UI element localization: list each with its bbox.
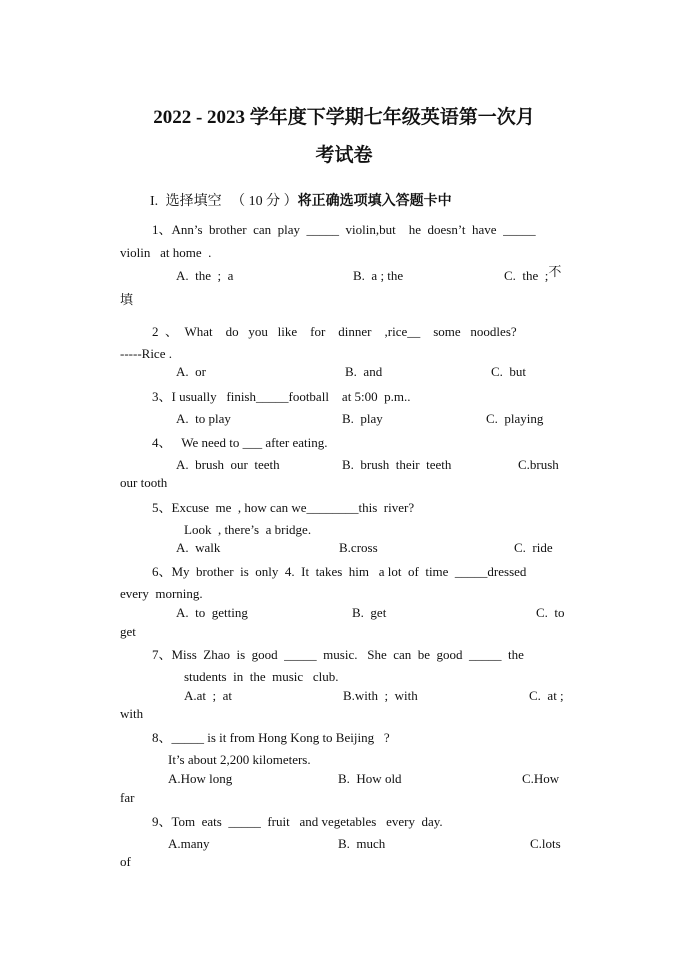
section-heading <box>150 190 452 210</box>
question-6-stem-cont: every morning. <box>120 586 203 601</box>
question-4-option-c-wrap: our tooth <box>120 475 168 490</box>
question-2-stem: 2 、 What do you like for dinner ,rice__ some noodles? <box>152 324 517 339</box>
question-1-stem: 1、Ann’s brother can play _____ violin,but he doesn’t have _____ <box>152 222 536 237</box>
question-9-option-b: B. much <box>338 836 386 851</box>
question-5-option-a: A. walk <box>176 540 221 555</box>
question-5-stem: 5、Excuse me , how can we________this river? <box>152 500 415 515</box>
question-1-option-b: B. a ; the <box>353 268 404 283</box>
question-8-stem-cont: It’s about 2,200 kilometers. <box>168 752 311 767</box>
question-8-option-a: A.How long <box>168 771 233 786</box>
question-5-stem-cont: Look , there’s a bridge. <box>184 522 312 537</box>
question-9-option-a: A.many <box>168 836 210 851</box>
question-1-option-c-tail: 不 <box>548 264 562 279</box>
exam-title-line2: 考试卷 <box>315 145 373 166</box>
question-3-option-b: B. play <box>342 411 383 426</box>
question-1-option-a: A. the ; a <box>176 268 234 283</box>
question-6-option-c: C. to <box>536 605 565 620</box>
question-8-stem: 8、_____ is it from Hong Kong to Beijing ? <box>152 730 390 745</box>
question-9-stem: 9、Tom eats _____ fruit and vegetables every day. <box>152 814 443 829</box>
question-1-option-c <box>504 264 562 284</box>
question-8-option-b: B. How old <box>338 771 402 786</box>
question-4-option-a: A. brush our teeth <box>176 457 280 472</box>
exam-title-line1: 2022 - 2023 学年度下学期七年级英语第一次月 <box>153 107 535 128</box>
question-6-stem: 6、My brother is only 4. It takes him a lot of time _____dressed <box>152 564 527 579</box>
question-8-option-c-wrap: far <box>120 790 135 805</box>
question-1-stem-cont: violin at home . <box>120 245 212 260</box>
question-2-option-c: C. but <box>491 364 527 379</box>
question-5-option-c: C. ride <box>514 540 553 555</box>
question-2-stem-cont: -----Rice . <box>120 346 172 361</box>
question-3-option-c: C. playing <box>486 411 544 426</box>
question-3-option-a: A. to play <box>176 411 231 426</box>
question-7-option-a: A.at ; at <box>184 688 233 703</box>
section-numeral: I. <box>150 194 159 209</box>
question-4-option-b: B. brush their teeth <box>342 457 452 472</box>
section-instruction: 将正确选项填入答题卡中 <box>297 194 452 209</box>
question-3-stem: 3、I usually finish_____football at 5:00 p.m.. <box>152 389 411 404</box>
section-label: 选择填空 <box>165 194 222 209</box>
question-5-option-b: B.cross <box>339 540 378 555</box>
question-9-option-c: C.lots <box>530 836 561 851</box>
question-7-option-c: C. at ; <box>529 688 564 703</box>
question-1-option-c-wrap: 填 <box>120 292 134 307</box>
question-6-option-c-wrap: get <box>120 624 136 639</box>
question-6-option-b: B. get <box>352 605 387 620</box>
question-4-option-c: C.brush <box>518 457 559 472</box>
question-2-option-b: B. and <box>345 364 383 379</box>
question-8-option-c: C.How <box>522 771 560 786</box>
question-6-option-a: A. to getting <box>176 605 248 620</box>
question-7-stem-cont: students in the music club. <box>184 669 339 684</box>
question-9-option-c-wrap: of <box>120 854 131 869</box>
question-1-option-c-text: C. the ; <box>504 268 549 283</box>
question-7-option-b: B.with ; with <box>343 688 418 703</box>
question-4-stem: 4、 We need to ___ after eating. <box>152 435 328 450</box>
question-2-option-a: A. or <box>176 364 206 379</box>
section-points: （ 10 分 ） <box>231 194 298 209</box>
question-7-stem: 7、Miss Zhao is good _____ music. She can be good _____ the <box>152 647 524 662</box>
question-7-option-c-wrap: with <box>120 706 144 721</box>
